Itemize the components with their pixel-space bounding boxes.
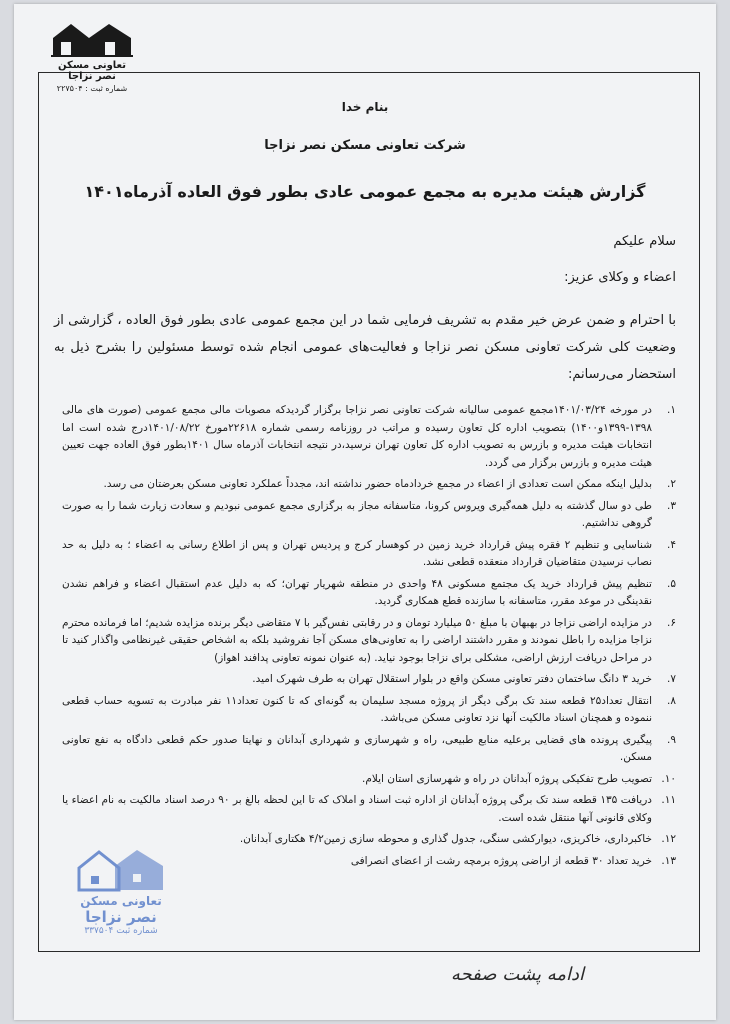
activity-list [62, 402, 676, 874]
item-number: ۱۲. [661, 833, 676, 845]
company-name: شرکت تعاونی مسکن نصر نزاجا [264, 138, 466, 153]
item-number: ۹. [667, 733, 676, 746]
handwritten-continue-note: ادامه پشت صفحه [450, 964, 584, 985]
item-text: خرید تعداد ۳۰ قطعه از اراضی پروژه برمچه رشت از اعضای انصرافی [350, 854, 652, 867]
item-text: انتقال تعداد۲۵ قطعه سند تک برگی دیگر از پروژه مسجد سلیمان به گونه‌ای که تا کنون تعداد۱۱ نفر مبادرت به تسویه حساب قطعی ننموده و همچنان اسناد مالکیت آنها نزد تعاونی مسکن می‌باشد. [62, 694, 653, 724]
stamp-houses-icon [71, 846, 171, 892]
stamp-line2: نصر نزاجا [85, 908, 157, 926]
greeting: سلام علیکم [613, 234, 676, 249]
item-number: ۶. [667, 616, 676, 629]
item-number: ۲. [667, 478, 676, 490]
list-item [62, 402, 676, 472]
item-text: شناسایی و تنظیم ۲ فقره پیش قرارداد خرید زمین در کوهسار کرج و پردیس تهران و پس از اطلاع رسانی به اعضاء ؛ به دلیل به حد نصاب نرسیدن متقاضیان قرارداد منعقده قطعی نشد. [62, 538, 652, 568]
item-number: ۱. [667, 404, 676, 416]
item-text: بدلیل اینکه ممکن است تعدادی از اعضاء در مجمع خردادماه حضور نداشته اند، مجدداً عملکرد تعاونی مسکن بعرضتان می رسد. [103, 478, 652, 490]
houses-icon [49, 22, 135, 58]
item-number: ۱۰. [661, 772, 676, 785]
cooperative-stamp [66, 846, 176, 956]
item-number: ۸. [667, 694, 676, 707]
document-page [14, 4, 716, 1020]
cooperative-logo [44, 22, 140, 112]
item-number: ۴. [667, 538, 676, 551]
item-text: تصویب طرح تفکیکی پروژه آبدانان در راه و شهرسازی استان ایلام. [362, 772, 652, 785]
item-number: ۷. [667, 673, 676, 685]
list-item [62, 476, 676, 494]
list-item [62, 498, 676, 533]
item-number: ۳. [667, 499, 676, 512]
item-text: تنظیم پیش قرارداد خرید یک مجتمع مسکونی ۴۸ واحدی در منطقه شهریار تهران؛ که به دلیل عدم استقبال اعضاء و فراهم نشدن نقدینگی در موعد مقرر، متاسفانه با سازنده قطع همکاری گردید. [62, 577, 652, 607]
item-text: طی دو سال گذشته به دلیل همه‌گیری ویروس کرونا، متاسفانه مجاز به برگزاری مجمع عمومی نبودیم و سعادت زیارت شما را به صورت گروهی نداشتیم. [62, 499, 652, 529]
item-number: ۱۱. [661, 794, 676, 806]
stamp-line1: تعاونی مسکن [80, 894, 162, 908]
list-item [62, 615, 676, 668]
addressee: اعضاء و وکلای عزیز: [564, 270, 676, 285]
item-text: در مورخه ۱۴۰۱/۰۳/۲۴مجمع عمومی سالیانه شرکت تعاونی نصر نزاجا برگزار گردیدکه مصوبات مالی مجمع عمومی (صورت های مالی ۱۳۹۸-۱۳۹۹و۱۴۰۰) بتصویب اداره کل تعاون رسیده و مراتب در روزنامه رسمی شماره ۲۲۶۱۸مورخ ۱۴۰۱/۰۸/۲۲درج شده است اما انتخابات هیئت مدیره و بازرس به تصویب اداره کل تعاون تهران نرسید،در نتیجه انتخابات آذرماه سال ۱۴۰۱بطور فوق العاده جهت تعیین هیئت مدیره و بازرس برگزار می گردد. [62, 404, 652, 469]
logo-name-line2: نصر نزاجا [68, 71, 116, 82]
list-item [62, 576, 676, 611]
basmala: بنام خدا [341, 100, 389, 114]
item-text: خرید ۳ دانگ ساختمان دفتر تعاونی مسکن واقع در بلوار استقلال تهران به طرف شهرک امید. [252, 673, 652, 685]
logo-name-line1: تعاونی مسکن [58, 60, 126, 71]
item-number: ۵. [667, 577, 676, 590]
list-item [62, 671, 676, 689]
intro-paragraph: با احترام و ضمن عرض خیر مقدم به تشریف فرمایی شما در این مجمع عمومی عادی بطور فوق العاده ، گزارشی از وضعیت کلی شرکت تعاونی مسکن نصر نزاجا و فعالیت‌های عمومی انجام شده توسط مسئولین را بشرح ذیل به استحضار می‌رسانم: [54, 313, 676, 382]
list-item [62, 792, 676, 827]
item-text: پیگیری پرونده های قضایی برعلیه منابع طبیعی، راه و شهرسازی و شهرداری آبدانان و نهایتا صدور حکم قطعی دادگاه به نفع تعاونی مسکن. [62, 733, 652, 763]
list-item [62, 732, 676, 767]
stamp-registration: شماره ثبت ۳۳۷۵۰۴ [84, 926, 158, 936]
list-item [62, 537, 676, 572]
list-item [62, 693, 676, 728]
report-title: گزارش هیئت مدیره به مجمع عمومی عادی بطور فوق العاده آذرماه۱۴۰۱ [84, 182, 646, 201]
item-text: در مزایده اراضی نزاجا در بهبهان با مبلغ ۵۰ میلیارد تومان و در رقابتی نفس‌گیر با ۷ متقاضی دیگر برنده مزایده شدیم؛ اما فرمانده محترم نزاجا مزایده را باطل نمودند و مقرر داشتند اراضی را به تعاونی‌های مسکن آجا نفروشید بلکه به اشخاص حقیقی غیرنظامی واگذار کنید تا در مراحل دریافت ارزش اراضی، مشکلی برای نزاجا بوجود نیاید. (به عنوان نمونه تعاونی پدافند اهواز) [62, 616, 652, 664]
item-number: ۱۳. [661, 854, 676, 867]
item-text: دریافت ۱۳۵ قطعه سند تک برگی پروژه آبدانان از اداره ثبت اسناد و املاک که تا این لحظه بالغ بر ۹۰ درصد اسناد مالکیت به نام اعضاء یا وکلای قانونی آنها منتقل شده است. [62, 794, 652, 824]
item-text: خاکبرداری، خاکریزی، دیوارکشی سنگی، جدول گذاری و محوطه سازی زمین۴/۲ هکتاری آبدانان. [239, 833, 652, 845]
logo-registration: شماره ثبت : ۲۲۷۵۰۴ [56, 84, 128, 93]
list-item [62, 771, 676, 789]
